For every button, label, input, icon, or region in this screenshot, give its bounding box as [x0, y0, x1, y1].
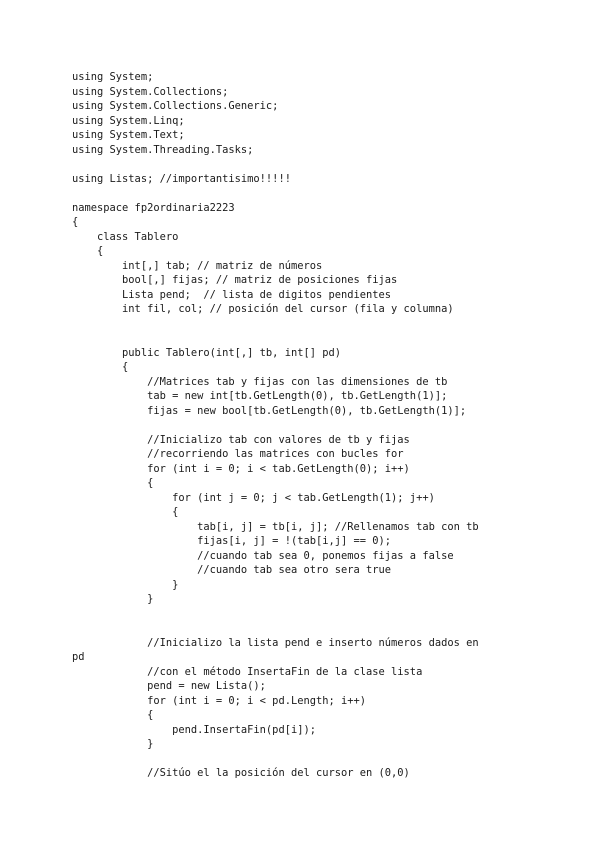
code-line: { [72, 477, 154, 489]
code-line: public Tablero(int[,] tb, int[] pd) [72, 346, 341, 359]
code-line: //con el método InsertaFin de la clase lista [72, 665, 423, 678]
code-line: tab[i, j] = tb[i, j]; //Rellenamos tab con tb [72, 520, 479, 533]
code-line [72, 607, 479, 622]
code-line: using System.Threading.Tasks; [72, 143, 254, 156]
code-line: fijas = new bool[tb.GetLength(0), tb.GetLength(1)]; [72, 404, 467, 417]
code-line: } [72, 738, 154, 750]
code-line: bool[,] fijas; // matriz de posiciones fijas [72, 274, 398, 286]
code-line: { [72, 506, 179, 518]
code-line: int[,] tab; // matriz de números [72, 259, 323, 272]
code-line: //Inicializo tab con valores de tb y fijas [72, 433, 410, 446]
code-line: } [72, 578, 179, 591]
code-line: //Sitúo el la posición del cursor en (0,0) [72, 767, 410, 779]
code-line: //cuando tab sea 0, ponemos fijas a false [72, 549, 454, 562]
code-line: { [72, 709, 154, 721]
code-line: namespace fp2ordinaria2223 [72, 201, 235, 214]
code-line: using System.Linq; [72, 114, 185, 127]
code-line [72, 331, 479, 346]
code-line: for (int i = 0; i < tab.GetLength(0); i++) [72, 462, 410, 475]
code-line [72, 418, 479, 433]
code-line: class Tablero [72, 230, 179, 243]
code-line: using System.Collections; [72, 85, 229, 98]
code-line: //Inicializo la lista pend e inserto números dados en [72, 636, 479, 649]
code-line: //cuando tab sea otro sera true [72, 564, 392, 576]
code-line: using System.Collections.Generic; [72, 100, 279, 112]
code-listing [72, 70, 479, 781]
code-line: using Listas; //importantisimo!!!!! [72, 172, 291, 185]
code-line: Lista pend; // lista de digitos pendientes [72, 288, 392, 301]
code-line: pd [72, 651, 85, 663]
code-line: tab = new int[tb.GetLength(0), tb.GetLength(1)]; [72, 390, 448, 402]
code-line: //recorriendo las matrices con bucles for [72, 448, 404, 460]
code-line: } [72, 593, 154, 605]
code-line: for (int j = 0; j < tab.GetLength(1); j++) [72, 491, 435, 504]
code-line: { [72, 216, 79, 228]
code-line [72, 752, 479, 767]
code-line [72, 157, 479, 172]
code-line: //Matrices tab y fijas con las dimensiones de tb [72, 375, 448, 388]
code-line: using System; [72, 71, 154, 83]
code-line: { [72, 245, 104, 257]
code-line [72, 317, 479, 332]
code-line: { [72, 361, 129, 373]
code-line: fijas[i, j] = !(tab[i,j] == 0); [72, 535, 392, 547]
code-line [72, 186, 479, 201]
code-line: int fil, col; // posición del cursor (fila y columna) [72, 303, 454, 315]
code-line [72, 621, 479, 636]
code-line: for (int i = 0; i < pd.Length; i++) [72, 694, 367, 707]
code-line: using System.Text; [72, 129, 185, 141]
code-line: pend.InsertaFin(pd[i]); [72, 723, 316, 736]
code-line: pend = new Lista(); [72, 680, 266, 692]
